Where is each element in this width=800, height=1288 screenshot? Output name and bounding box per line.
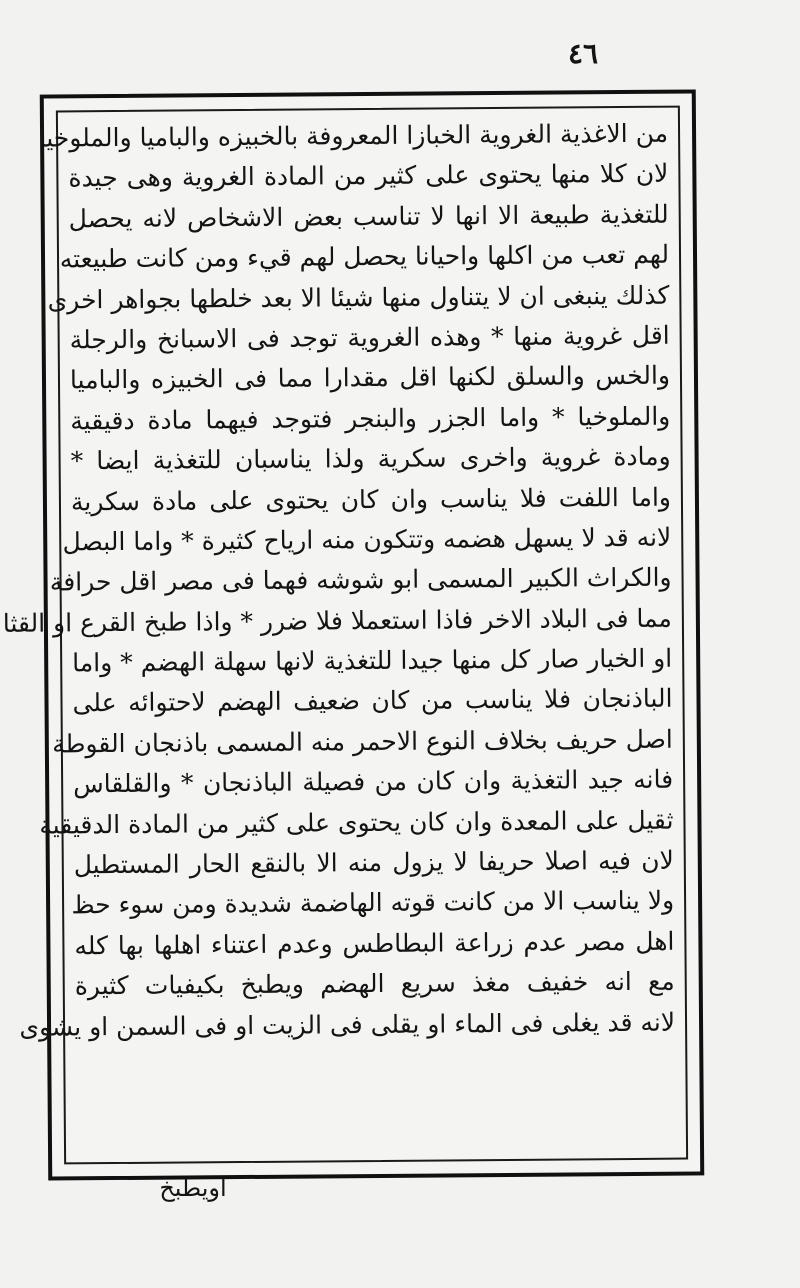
text-line-11: لانه قد لا يسهل هضمه وتتكون منه ارياح كثيرة * واما البصل	[62, 522, 672, 557]
text-frame-inner-border	[2, 106, 688, 1165]
text-line-5: كذلك ينبغى ان لا يتناول منها شيئا الا بعد خلطها بجواهر اخرى	[47, 280, 670, 315]
text-line-1: من الاغذية الغروية الخبازا المعروفة بالخبيزه والباميا والملوخيا	[38, 118, 669, 153]
text-line-9: ومادة غروية واخرى سكرية ولذا يناسبان للتغذية ايضا *	[70, 441, 671, 476]
text-line-2: لان كلا منها يحتوى على كثير من المادة الغروية وهى جيدة	[68, 159, 669, 193]
text-block	[2, 114, 676, 1157]
text-line-22: مع انه خفيف مغذ سريع الهضم ويطبخ بكيفيات كثيرة	[74, 966, 675, 1001]
text-line-20: ولا يناسب الا من كانت قوته الهاضمة شديدة ومن سوء حظ	[71, 886, 675, 920]
text-line-18: ثقيل على المعدة وان كان يحتوى على كثير من المادة الدقيقية	[39, 805, 674, 840]
text-line-10: واما اللفت فلا يناسب وان كان يحتوى على مادة سكرية	[70, 482, 672, 516]
text-line-12: والكراث الكبير المسمى ابو شوشه فهما فى مصر اقل حرافة	[49, 562, 672, 597]
text-line-8: والملوخيا * واما الجزر والبنجر فتوجد فيهما مادة دقيقية	[70, 401, 671, 436]
text-frame-outer-border	[2, 89, 705, 1180]
text-line-4: لهم تعب من اكلها واحيانا يحصل لهم قيء ومن كانت طبيعته	[59, 239, 670, 274]
text-line-23: لانه قد يغلى فى الماء او يقلى فى الزيت او فى السمن او يشوى	[19, 1007, 676, 1042]
text-line-15: الباذنجان فلا يناسب من كان ضعيف الهضم لاحتوائه على	[72, 684, 673, 718]
text-line-14: او الخيار صار كل منها جيدا للتغذية لانها سهلة الهضم * واما	[72, 643, 673, 678]
text-line-6: اقل غروية منها * وهذه الغروية توجد فى الاسبانخ والرجلة	[69, 320, 670, 355]
catchword: اويطبخ	[159, 1174, 227, 1202]
text-line-17: فانه جيد التغذية وان كان من فصيلة الباذنجان * والقلقاس	[73, 764, 674, 799]
text-line-16: اصل حريف بخلاف النوع الاحمر منه المسمى باذنجان القوطة	[52, 724, 673, 759]
text-line-13: مما فى البلاد الاخر فاذا استعملا فلا ضرر * واذا طبخ القرع او القثا	[2, 603, 672, 638]
text-line-21: اهل مصر عدم زراعة البطاطس وعدم اعتناء اهلها بها كله	[74, 926, 675, 961]
text-line-7: والخس والسلق لكنها اقل مقدارا مما فى الخبيزه والباميا	[69, 360, 671, 395]
text-line-19: لان فيه اصلا حريفا لا يزول منه الا بالنقع الحار المستطيل	[73, 845, 674, 880]
page-number: ٤٦	[567, 37, 599, 70]
text-line-3: للتغذية طبيعة الا انها لا تناسب بعض الاشخاص لانه يحصل	[68, 199, 669, 234]
